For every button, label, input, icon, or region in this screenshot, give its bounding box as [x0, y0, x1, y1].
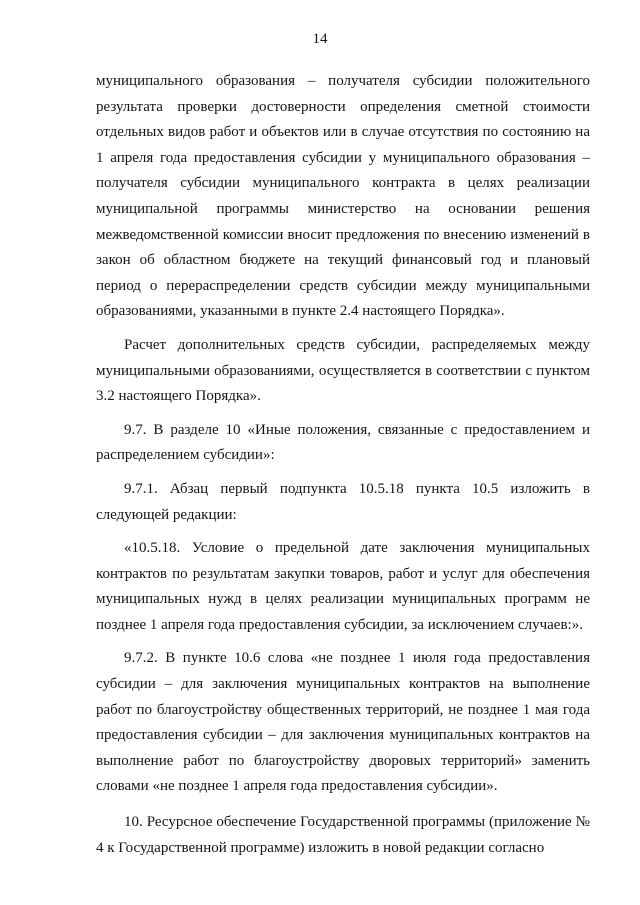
paragraph-9-7-1: 9.7.1. Абзац первый подпункта 10.5.18 пункта 10.5 изложить в следующей редакции:: [96, 480, 590, 523]
paragraph-10-resource-provision: 10. Ресурсное обеспечение Государственной программы (приложение № 4 к Государственной программе) изложить в новой редакции согласно: [96, 814, 590, 856]
page-number: 14: [312, 31, 328, 47]
paragraph-quote-10-5-18: «10.5.18. Условие о предельной дате заключения муниципальных контрактов по результатам закупки товаров, работ и услуг для обеспечения муниципальных нужд в целях реализации муниципальных программ не позднее 1 апреля года предоставления субсидии, за исключением случаев:».: [96, 540, 590, 633]
paragraph-9-7: 9.7. В разделе 10 «Иные положения, связанные с предоставлением и распределением субсидии»:: [96, 421, 590, 464]
paragraph-continuation: муниципального образования – получателя субсидии положительного результата проверки достоверности определения сметной стоимости отдельных видов работ и объектов или в случае отсутствия по состоянию на 1 апреля года предоставления субсидии у муниципального образования – получателя субсидии муниципального контракта в целях реализации муниципальной программы министерство на основании решения межведомственной комиссии вносит предложения по внесению изменений в закон об областном бюджете на текущий финансовый год и плановый период о перераспределении средств субсидии между муниципальными образованиями, указанными в пункте 2.4 настоящего Порядка».: [96, 73, 590, 320]
paragraph-subsidy-calculation: Расчет дополнительных средств субсидии, распределяемых между муниципальными образованиями, осуществляется в соответствии с пунктом 3.2 настоящего Порядка».: [96, 336, 590, 405]
document-body: [96, 69, 590, 861]
paragraph-9-7-2: 9.7.2. В пункте 10.6 слова «не позднее 1 июля года предоставления субсидии – для заключения муниципальных контрактов на выполнение работ по благоустройству общественных территорий, не позднее 1 мая года предоставления субсидии – для заключения муниципальных контрактов на выполнение работ по благоустройству дворовых территорий» заменить словами «не позднее 1 апреля года предоставления субсидии».: [96, 650, 590, 795]
